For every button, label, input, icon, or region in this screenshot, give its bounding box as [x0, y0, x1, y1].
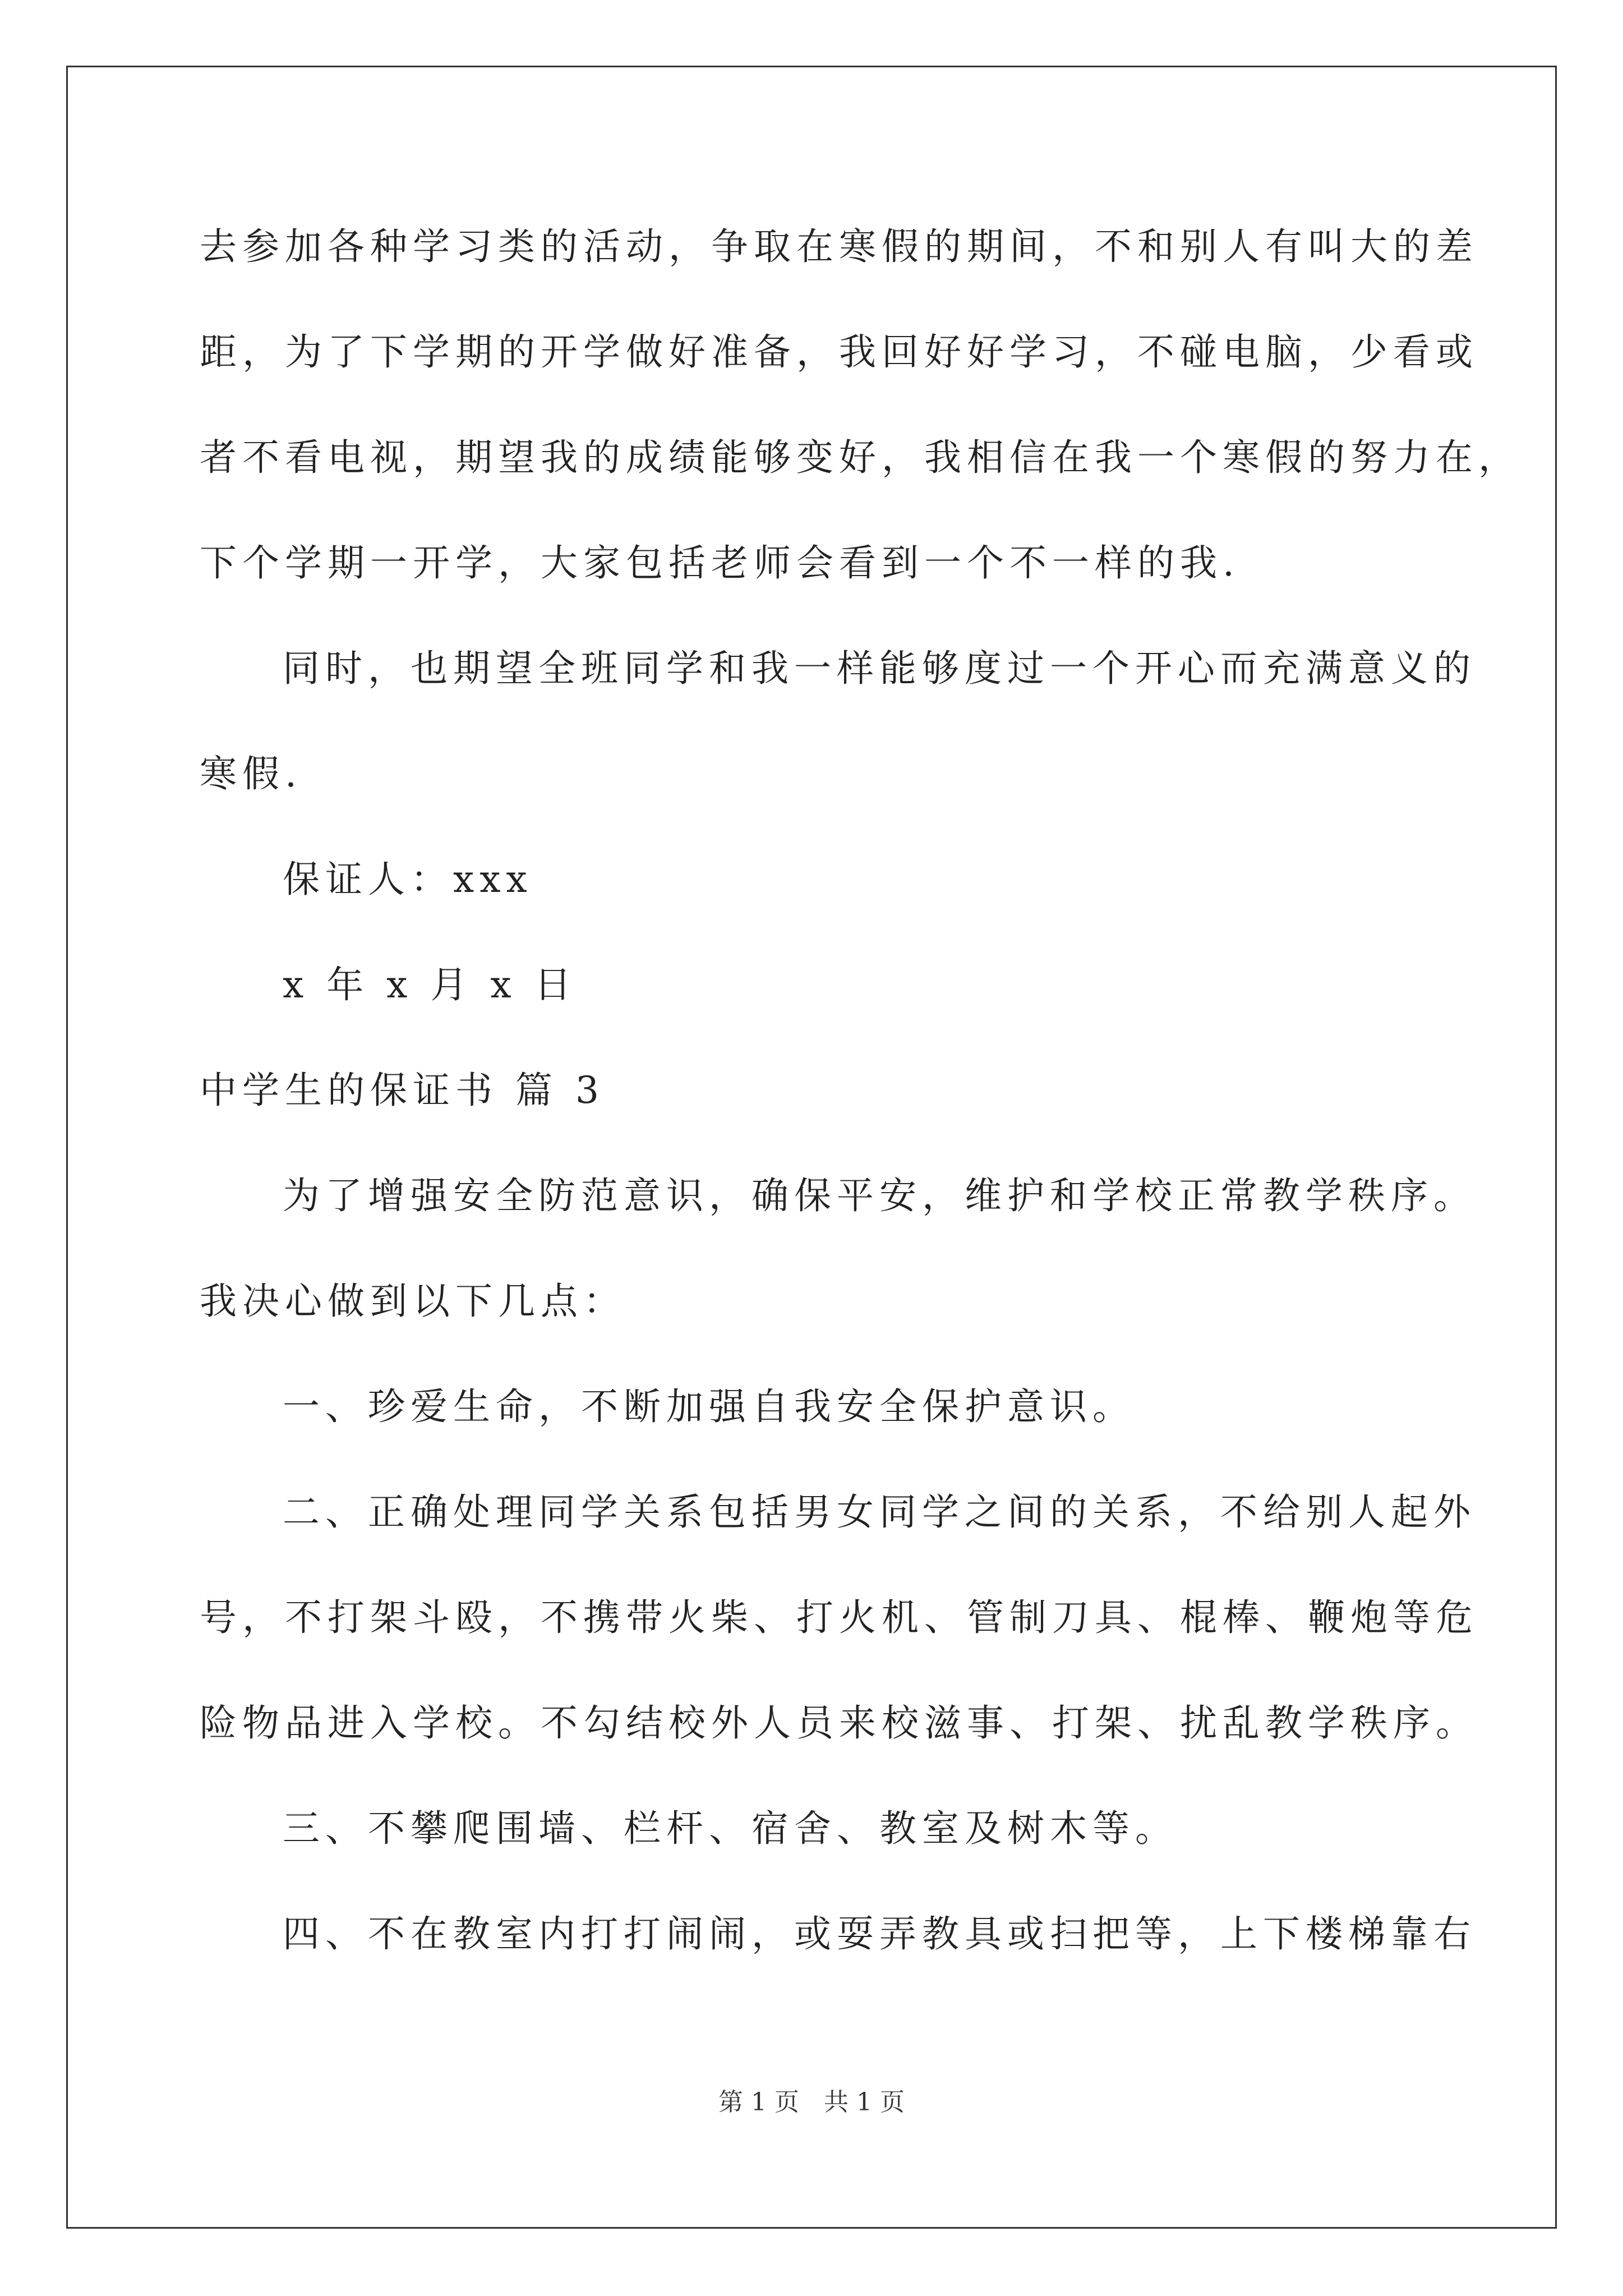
section-heading: 中学生的保证书 篇 3 — [200, 1069, 605, 1112]
body-line: 三、不攀爬围墙、栏杆、宿舍、教室及树木等。 — [283, 1807, 1178, 1850]
body-line: 一、珍爱生命，不断加强自我安全保护意识。 — [283, 1385, 1135, 1428]
body-line: 二、正确处理同学关系包括男女同学之间的关系，不给别人起外 — [283, 1490, 1476, 1534]
body-line: 四、不在教室内打打闹闹，或耍弄教具或扫把等，上下楼梯靠右 — [283, 1912, 1476, 1955]
date-line: x 年 x 月 x 日 — [283, 963, 577, 1006]
body-line: 去参加各种学习类的活动，争取在寒假的期间，不和别人有叫大的差 — [200, 225, 1478, 268]
body-line: 下个学期一开学，大家包括老师会看到一个不一样的我. — [200, 541, 1240, 585]
page-number-footer: 第 1 页 共 1 页 — [718, 2088, 905, 2116]
body-line: 同时，也期望全班同学和我一样能够度过一个开心而充满意义的 — [283, 647, 1476, 690]
body-line: 我决心做到以下几点： — [200, 1280, 626, 1323]
body-line: 者不看电视，期望我的成绩能够变好，我相信在我一个寒假的努力在， — [200, 436, 1521, 479]
page-border — [66, 66, 1557, 2229]
signer-line: 保证人：xxx — [283, 858, 533, 901]
body-line: 寒假. — [200, 752, 302, 795]
body-line: 号，不打架斗殴，不携带火柴、打火机、管制刀具、棍棒、鞭炮等危 — [200, 1596, 1478, 1639]
body-line: 为了增强安全防范意识，确保平安，维护和学校正常教学秩序。 — [283, 1174, 1476, 1217]
body-line: 距，为了下学期的开学做好准备，我回好好学习，不碰电脑，少看或 — [200, 330, 1478, 374]
body-line: 险物品进入学校。不勾结校外人员来校滋事、打架、扰乱教学秩序。 — [200, 1701, 1478, 1745]
